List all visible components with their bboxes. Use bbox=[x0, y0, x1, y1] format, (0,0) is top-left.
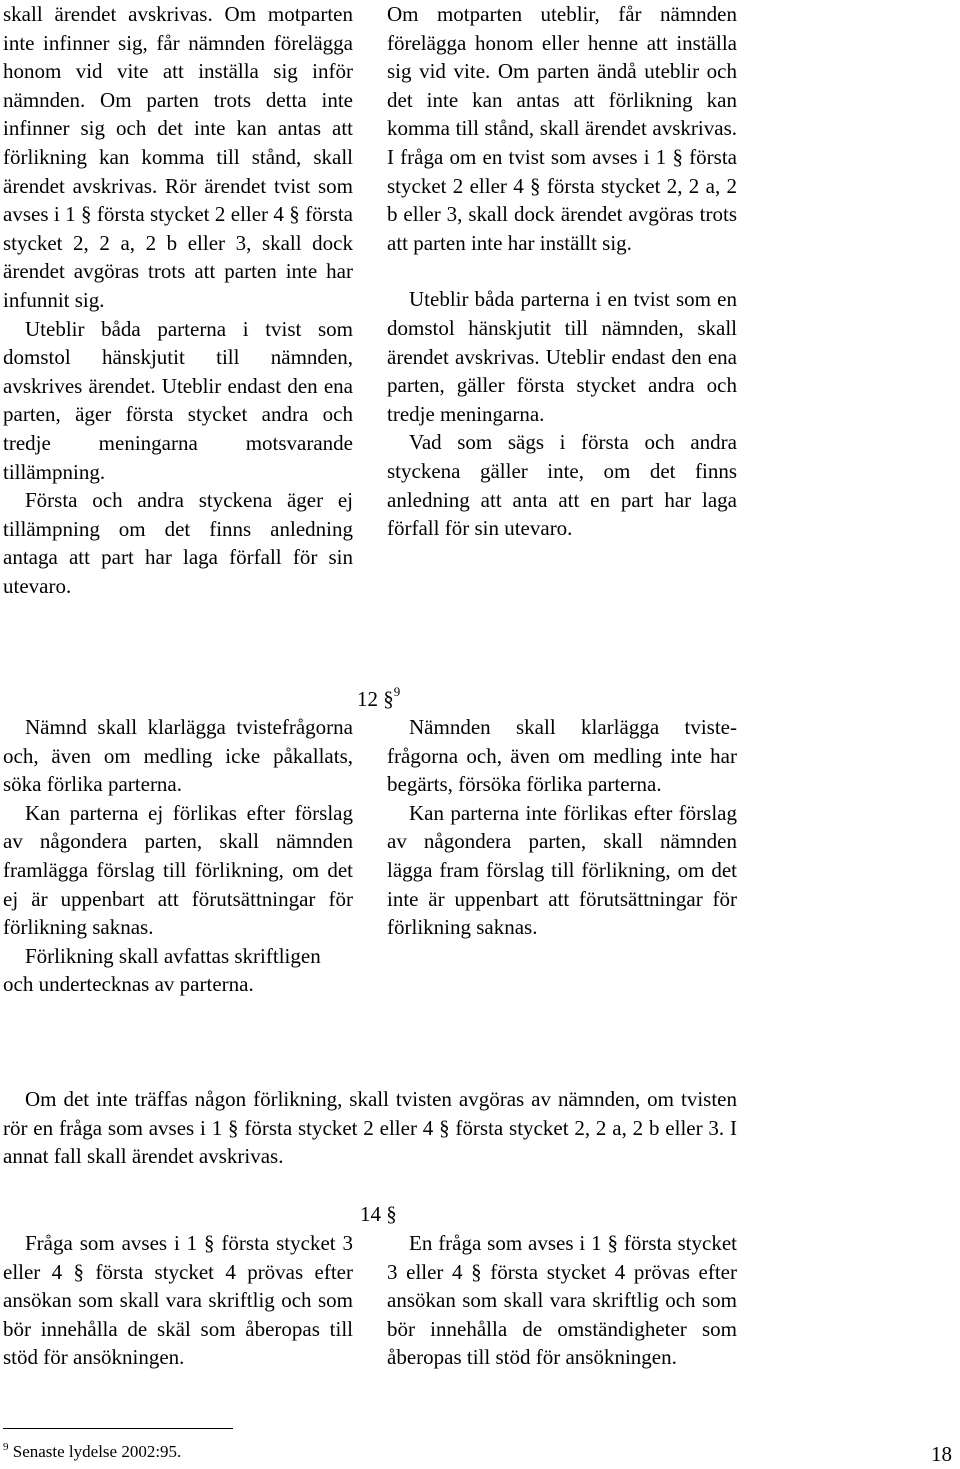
section-12-right-column bbox=[387, 713, 737, 942]
s12-left-paragraph-2: Kan parterna ej förlikas efter förslag av någondera parten, skall nämnden framlägga förslag till förlikning, om det ej är uppenbart att förutsättningar för förlikning saknas. bbox=[3, 800, 353, 940]
top-right-paragraph-2: Uteblir båda parterna i en tvist som en domstol hänskjutit till nämnden, skall ärendet avskrivas. Uteblir endast den ena parten, gäller första stycket andra och tredje meningarna. bbox=[387, 287, 737, 426]
section-12-footnote-ref: 9 bbox=[393, 684, 401, 699]
page-number: 18 bbox=[931, 1442, 952, 1466]
s12-left-paragraph-1: Nämnd skall klarlägga tvistefrågorna och, även om medling icke påkallats, söka förlika parterna. bbox=[3, 715, 353, 797]
s12-full-paragraph: Om det inte träffas någon förlikning, skall tvisten avgöras av nämnden, om tvisten rör en fråga som avses i 1 § första stycket 2 eller 4 § första stycket 2, 2 a, 2 b eller 3. I annat fall skall ärendet avskrivas. bbox=[3, 1087, 737, 1169]
top-left-paragraph-3: Första och andra styckena äger ej tillämpning om det finns anledning antaga att part har laga förfall för sin utevaro. bbox=[3, 488, 353, 598]
footnote-text: Senaste lydelse 2002:95. bbox=[12, 1442, 182, 1461]
section-sign: § bbox=[386, 1202, 397, 1226]
section-12-number: 12 bbox=[357, 687, 378, 711]
section-14-heading bbox=[360, 1200, 397, 1228]
s12-left-paragraph-3: Förlikning skall avfattas skriftligen och undertecknas av parterna. bbox=[3, 943, 321, 997]
top-left-paragraph-1: skall ärendet avskrivas. Om motparten inte infinner sig, får nämnden förelägga honom vid vite att inställa sig inför nämnden. Om parten trots detta inte infinner sig och det inte kan antas att förlikning kan komma till stånd, skall ärendet avskrivas. Rör ärendet tvist som avses i 1 § första stycket 2 eller 4 § första stycket 2, 2 a, 2 b eller 3, skall dock ärendet avgöras trots att parten inte har infunnit sig. bbox=[3, 2, 353, 312]
s14-left-paragraph-1: Fråga som avses i 1 § första stycket 3 eller 4 § första stycket 4 prövas efter ansökan som skall vara skriftlig och som bör innehålla de skäl som åberopas till stöd för ansökningen. bbox=[3, 1231, 353, 1370]
section-sign: § bbox=[383, 687, 394, 711]
top-left-column bbox=[3, 0, 353, 600]
section-12-common-paragraph bbox=[3, 1085, 737, 1171]
section-14-left-column bbox=[3, 1229, 353, 1372]
s12-right-paragraph-2: Kan parterna inte förlikas efter förslag av någondera parten, skall nämnden lägga fram förslag till förlikning, om det inte är uppenbart att förutsättningar för förlikning saknas. bbox=[387, 800, 737, 940]
section-14-right-column bbox=[387, 1229, 737, 1372]
section-12-heading bbox=[357, 685, 400, 713]
section-12-left-column bbox=[3, 713, 353, 999]
section-14-number: 14 bbox=[360, 1202, 381, 1226]
top-left-paragraph-2: Uteblir båda parterna i tvist som domstol hänskjutit till nämnden, avskrives ärendet. Uteblir endast den ena parten, äger första stycket andra och tredje meningarna motsvarande tillämpning. bbox=[3, 316, 353, 484]
footnote-marker: 9 bbox=[3, 1441, 9, 1453]
top-right-paragraph-3: Vad som sägs i första och andra styckena gäller inte, om det finns anledning att anta att en part har laga förfall för sin utevaro. bbox=[387, 430, 737, 541]
top-right-column bbox=[387, 0, 737, 543]
top-right-paragraph-1: Om motparten uteblir, får nämnden förelägga honom eller henne att inställa sig vid vite. Om parten ändå uteblir och det inte kan antas att förlikning kan komma till stånd, skall ärendet avskrivas. I fråga om en tvist som avses i 1 § första stycket 2 eller 4 § första stycket 2, 2 a, 2 b eller 3, skall dock ärendet avgöras trots att parten inte har inställt sig. bbox=[387, 2, 737, 255]
footnote bbox=[3, 1441, 181, 1463]
footnote-divider bbox=[3, 1428, 233, 1429]
s12-right-paragraph-1: Nämnden skall klarlägga tvistefrågorna och, även om medling inte har begärts, försöka förlika parterna. bbox=[387, 715, 737, 797]
s14-right-paragraph-1: En fråga som avses i 1 § första stycket 3 eller 4 § första stycket 4 prövas efter ansökan som skall vara skriftlig och som bör innehålla de omständigheter som åberopas till stöd för ansökningen. bbox=[387, 1231, 737, 1370]
